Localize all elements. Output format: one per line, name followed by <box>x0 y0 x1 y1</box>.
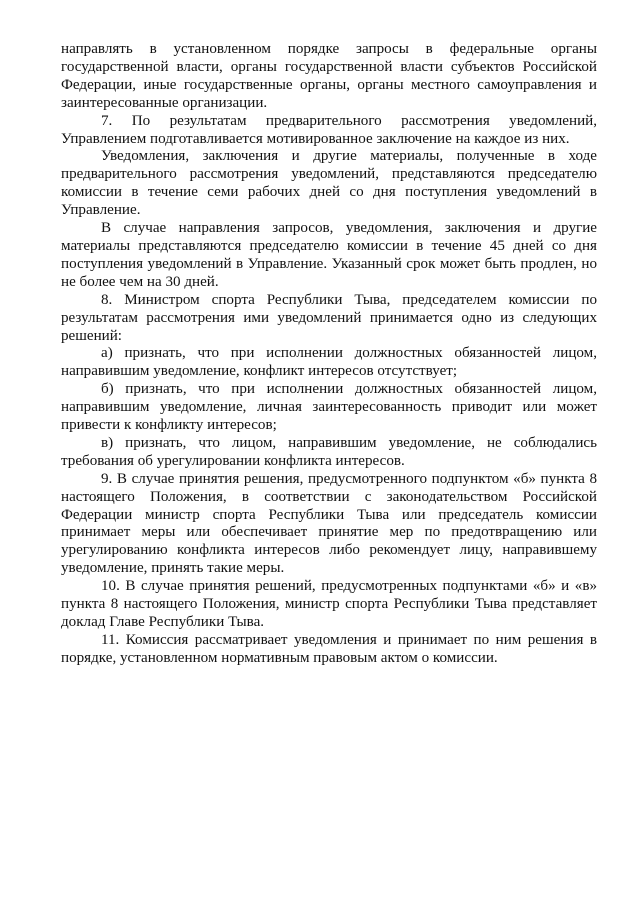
paragraph-continuation: направлять в установленном порядке запросы в федеральные органы государственной власти, органы государственной власти субъектов Российской Федерации, иные государственные органы, органы местного самоуправления и заинтересованные организации. <box>61 41 597 111</box>
paragraph-item-7: 7. По результатам предварительного рассмотрения уведомлений, Управлением подготавливается мотивированное заключение на каждое из них. <box>61 112 597 147</box>
paragraph-materials: Уведомления, заключения и другие материалы, полученные в ходе предварительного рассмотрения уведомлений, представляются председателю комиссии в течение семи рабочих дней со дня поступления уведомлений в Управление. <box>61 148 597 219</box>
paragraph-item-10: 10. В случае принятия решений, предусмотренных подпунктами «б» и «в» пункта 8 настоящего Положения, министр спорта Республики Тыва представляет доклад Главе Республики Тыва. <box>61 578 597 630</box>
paragraph-subitem-b: б) признать, что при исполнении должностных обязанностей лицом, направившим уведомление, личная заинтересованность приводит или может привести к конфликту интересов; <box>61 381 597 434</box>
paragraph-subitem-a: а) признать, что при исполнении должностных обязанностей лицом, направившим уведомление, конфликт интересов отсутствует; <box>61 345 597 380</box>
paragraph-item-11: 11. Комиссия рассматривает уведомления и принимает по ним решения в порядке, установленном нормативным правовым актом о комиссии. <box>61 631 597 666</box>
paragraph-item-9: 9. В случае принятия решения, предусмотренного подпунктом «б» пункта 8 настоящего Положения, в соответствии с законодательством Российской Федерации министр спорта Республики Тыва или председатель комиссии принимает меры или обеспечивает принятие мер по предотвращению или урегулированию конфликта интересов либо рекомендует лицу, направившему уведомление, принять такие меры. <box>61 470 597 577</box>
document-body <box>61 41 597 668</box>
paragraph-requests-deadline: В случае направления запросов, уведомления, заключения и другие материалы представляются председателю комиссии в течение 45 дней со дня поступления уведомлений в Управление. Указанный срок может быть продлен, но не более чем на 30 дней. <box>61 220 597 290</box>
paragraph-item-8: 8. Министром спорта Республики Тыва, председателем комиссии по результатам рассмотрения ими уведомлений принимается одно из следующих решений: <box>61 291 597 344</box>
paragraph-subitem-v: в) признать, что лицом, направившим уведомление, не соблюдались требования об урегулировании конфликта интересов. <box>61 434 597 469</box>
